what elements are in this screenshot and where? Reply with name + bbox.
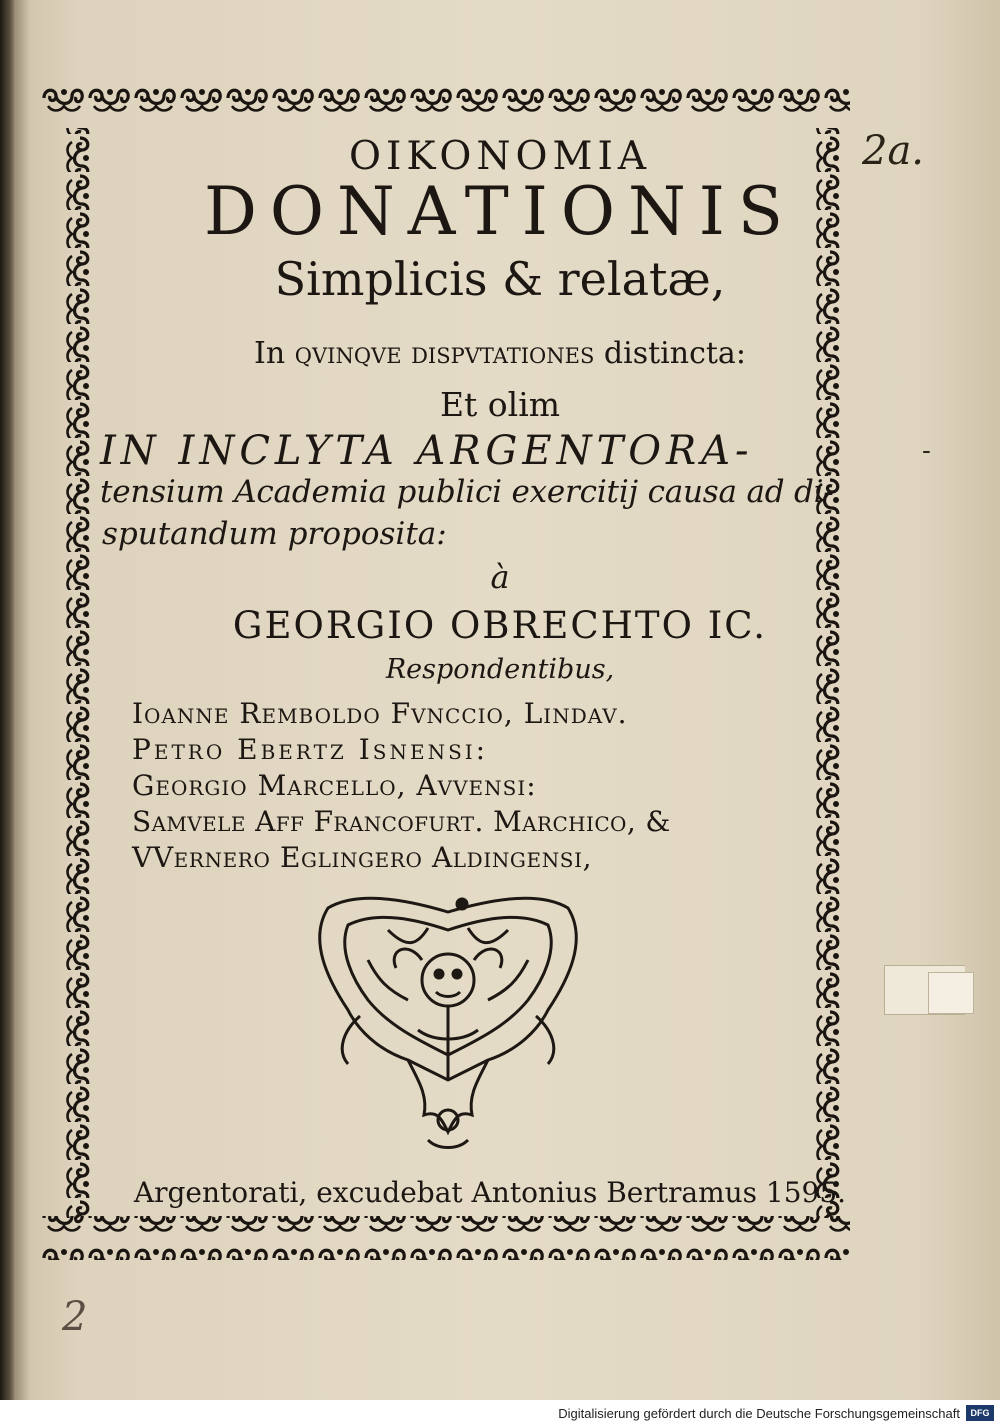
quinque-caps: qvinqve dispvtationes [294,336,595,371]
respondent-1: Ioanne Remboldo Fvnccio, Lindav. [132,697,628,730]
title-line-oikonomia: OIKONOMIA [348,134,652,179]
printers-device [320,898,577,1147]
handwritten-annotation-bottom: 2 [62,1294,88,1340]
respondentibus-label: Respondentibus, [385,654,615,685]
quinque-prefix: In [254,336,295,371]
paper-tab-fold [928,972,974,1014]
respondent-3: Georgio Marcello, Avvensi: [132,769,537,802]
title-line-donationis: DONATIONIS [203,173,797,250]
quinque-suffix: distincta: [594,336,746,371]
handwritten-annotation-top: 2a. [862,128,925,174]
title-line-simplicis: Simplicis & relatæ, [274,252,726,306]
respondent-2: Petro Ebertz Isnensi: [132,733,489,766]
respondent-5: VVernero Eglingero Aldingensi, [132,841,593,874]
dfg-logo: DFG [966,1405,994,1421]
imprint-line: Argentorati, excudebat Antonius Bertramus 1595. [133,1176,847,1209]
title-line-quinque [0,336,1000,371]
footer-bar [0,1400,1000,1427]
title-line-et-olim: Et olim [439,385,561,424]
author-name: GEORGIO OBRECHTO IC. [232,604,768,647]
margin-mark: - [922,436,931,466]
title-line-sputandum: sputandum proposita: [102,516,447,552]
title-line-a: à [490,558,510,596]
title-line-tensium: tensium Academia publici exercitij causa ad di- [100,474,834,510]
border-bottom [40,1216,850,1260]
border-top [40,84,850,128]
footer-credit: Digitalisierung gefördert durch die Deutsche Forschungsgemeinschaft [558,1406,960,1421]
respondent-4: Samvele Aff Francofurt. Marchico, & [132,805,671,838]
title-line-inclyta: IN INCLYTA ARGENTORA- [100,428,754,474]
